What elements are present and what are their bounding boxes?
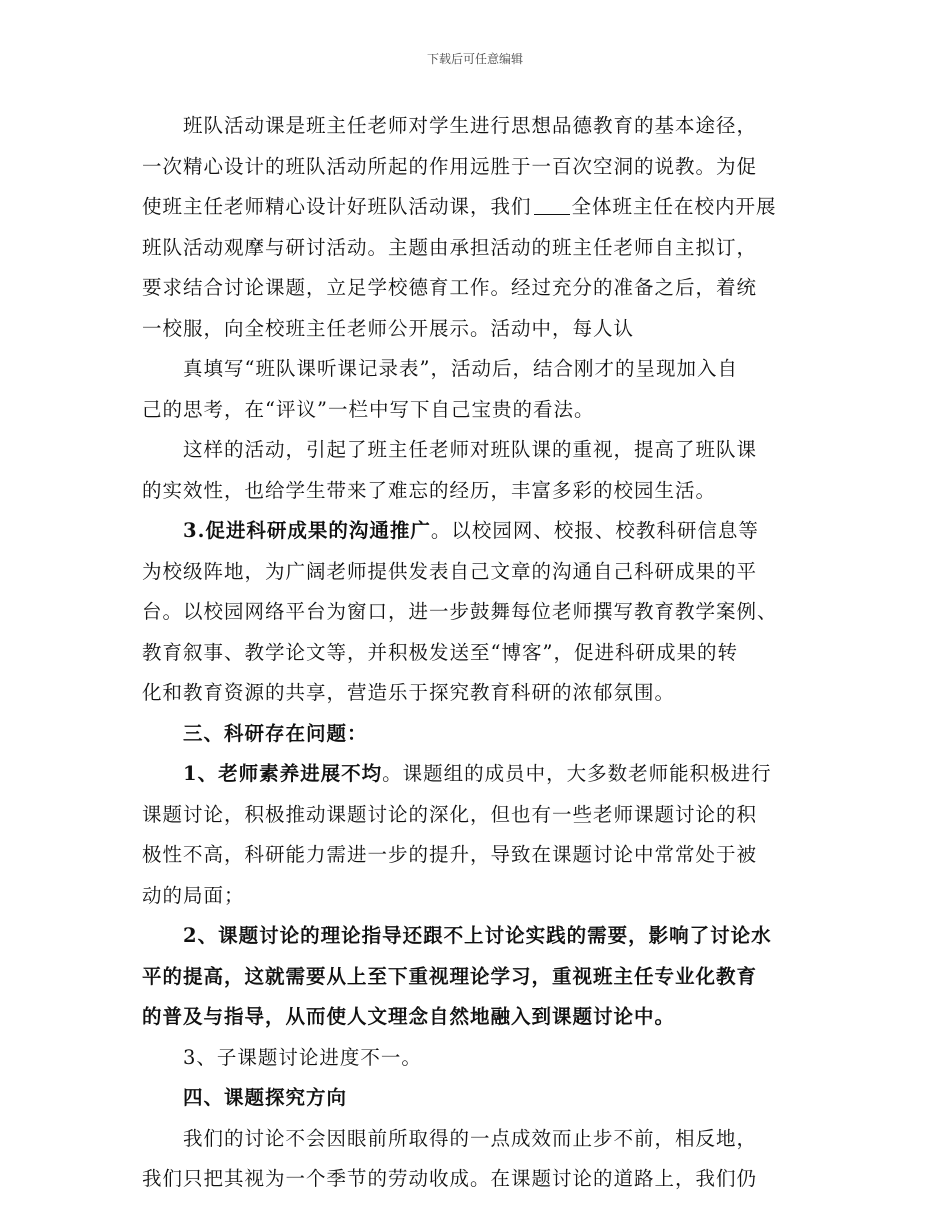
page-header-note: 下载后可任意编辑 [426,52,523,66]
text-line: 台。以校园网络平台为窗口，进一步鼓舞每位老师撰写教育教学案例、 [142,600,778,623]
section-heading-direction [142,1078,822,1119]
text-line: 我们的讨论不会因眼前所取得的一点成效而止步不前，相反地， [183,1126,758,1150]
paragraph-future [142,1119,822,1200]
text-line: 一校服，向全校班主任老师公开展示。活动中，每人认 [142,316,635,340]
text-line [142,187,822,228]
heading-text: 四、课题探究方向 [183,1086,348,1109]
section-heading-problems [142,714,822,755]
text-line: 极性不高，科研能力需进一步的提升，导致在课题讨论中常常处于被 [142,843,758,866]
text-line: 为校级阵地，为广阔老师提供发表自己文章的沟通自己科研成果的平 [142,559,758,583]
text-line [142,754,822,795]
item-heading: 1、老师素养进展不均 [183,762,383,785]
paragraph-research-promotion [142,511,822,714]
text-line: 课题讨论，积极推动课题讨论的深化，但也有一些老师课题讨论的积 [142,802,758,826]
text-line: 2、课题讨论的理论指导还跟不上讨论实践的需要，影响了讨论水 [183,924,772,947]
text-line: 我们只把其视为一个季节的劳动收成。在课题讨论的道路上，我们仍 [142,1167,758,1190]
text-line: 这样的活动，引起了班主任老师对班队课的重视，提高了班队课 [183,438,758,461]
text-line: 真填写“班队课听课记录表”，活动后，结合刚才的呈现加入自 [183,357,738,380]
text-line [142,511,822,552]
text-line: 班队活动观摩与研讨活动。主题由承担活动的班主任老师自主拟订， [142,235,758,259]
text-line: 教育叙事、教学论文等，并积极发送至“博客”，促进科研成果的转 [142,640,738,664]
item-heading: 3.促进科研成果的沟通推广 [183,519,431,542]
text-line: 动的局面； [142,883,245,907]
paragraph-teacher-quality [142,754,822,916]
text-fragment: 全体班主任在校内开展 [571,195,777,218]
text-line: 的实效性，也给学生带来了难忘的经历，丰富多彩的校园生活。 [142,478,717,502]
text-line: 己的思考，在“评议”一栏中写下自己宝贵的看法。 [142,397,595,421]
heading-text: 三、科研存在问题： [183,721,368,745]
document-body [142,106,822,1200]
text-line: 化和教育资源的共享，营造乐于探究教育科研的浓郁氛围。 [142,681,676,704]
text-line: 一次精心设计的班队活动所起的作用远胜于一百次空洞的说教。为促 [142,154,758,178]
text-line: 平的提高，这就需要从上至下重视理论学习，重视班主任专业化教育 [142,964,758,988]
text-line: 班队活动课是班主任老师对学生进行思想品德教育的基本途径， [183,114,758,137]
paragraph-record-form [142,349,822,430]
text-fragment: 。以校园网、校报、校教科研信息等 [430,519,759,542]
text-line: 的普及与指导，从而使人文理念自然地融入到课题讨论中。 [142,1005,676,1028]
paragraph-progress [142,1038,822,1079]
text-line: 要求结合讨论课题，立足学校德育工作。经过充分的准备之后，着统 [142,276,758,299]
text-fragment: 。课题组的成员中，大多数老师能积极进行 [382,762,772,785]
paragraph-effect [142,430,822,511]
text-line: 3、子课题讨论进度不一。 [183,1045,422,1069]
text-fragment: 使班主任老师精心设计好班队活动课，我们 [142,195,532,218]
paragraph-class-activity [142,106,822,349]
fill-in-blank [534,196,570,215]
paragraph-theory-guidance [142,916,822,1038]
